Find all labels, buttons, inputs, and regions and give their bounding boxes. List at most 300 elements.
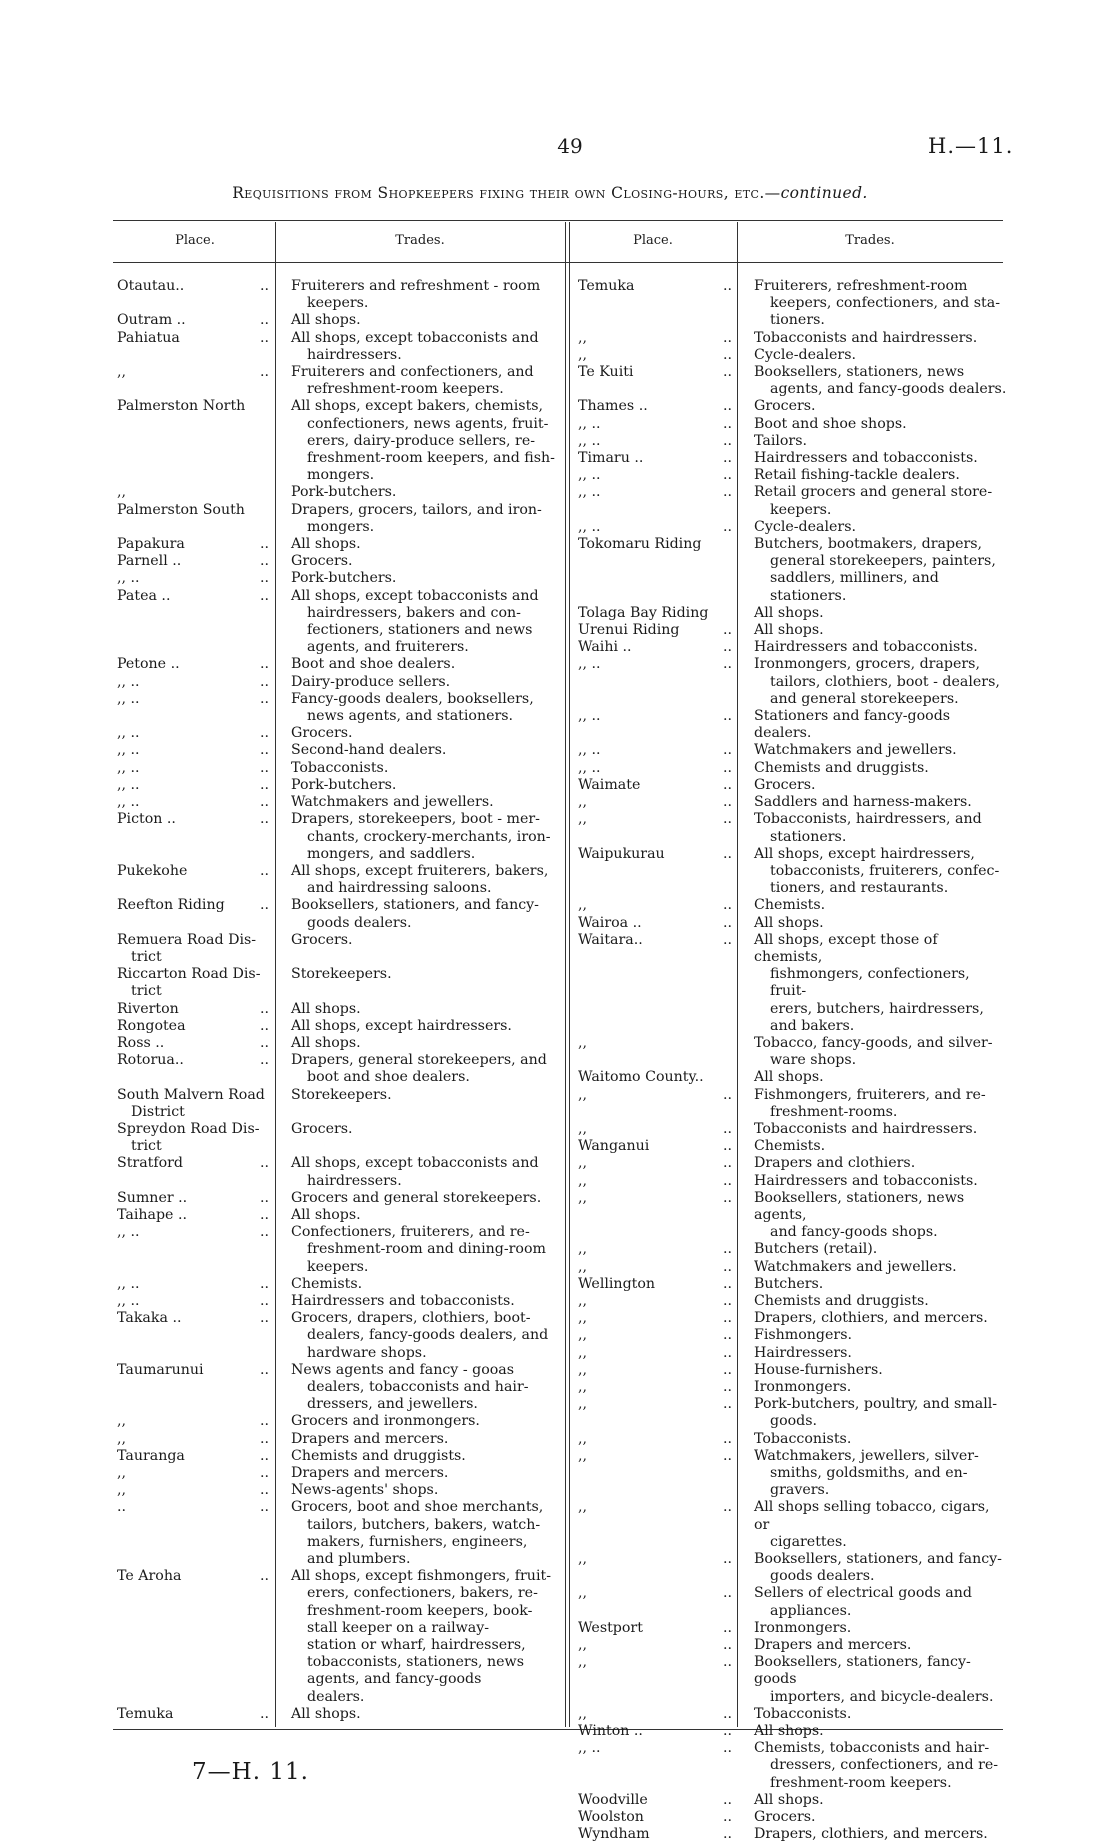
- leader-dots: ..: [722, 1447, 732, 1464]
- leader-dots: ..: [259, 1361, 269, 1378]
- leader-dots: ..: [259, 1275, 269, 1292]
- place-cell: [578, 1723, 738, 1740]
- table-row: [578, 330, 1008, 347]
- trade-line: All shops selling tobacco, cigars, or: [754, 1499, 990, 1533]
- place-name: Tauranga: [117, 1447, 185, 1464]
- place-cell: [117, 966, 275, 1000]
- leader-dots: ..: [259, 811, 269, 828]
- table-row: [117, 1310, 562, 1362]
- table-top-rule: [113, 220, 1003, 221]
- table-row: [578, 1173, 1008, 1190]
- trades-cell: [738, 1035, 1008, 1069]
- trade-line: News agents and fancy - gooas: [291, 1361, 515, 1378]
- trades-cell: [738, 484, 1008, 518]
- place-cell: [578, 742, 738, 759]
- trade-line: erers, butchers, hairdressers,: [770, 1000, 984, 1017]
- table-row: [578, 622, 1008, 639]
- place-name: ,, ..: [117, 1292, 140, 1309]
- leader-dots: ..: [259, 1482, 269, 1499]
- place-name: Urenui Riding: [578, 622, 680, 639]
- place-cell: [117, 777, 275, 794]
- place-name: ,,: [578, 1310, 588, 1327]
- leader-dots: ..: [259, 1568, 269, 1585]
- table-row: [117, 1018, 562, 1035]
- table-row: [117, 725, 562, 742]
- leader-dots: ..: [259, 329, 269, 346]
- signature-mark: 7—H. 11.: [192, 1759, 309, 1785]
- trade-line: Drapers, general storekeepers, and: [291, 1052, 547, 1069]
- trade-line: All shops, except hairdressers.: [291, 1017, 512, 1034]
- trade-line: goods dealers.: [770, 1568, 875, 1585]
- place-cell: [578, 519, 738, 536]
- trades-cell: [738, 519, 1008, 536]
- place-name: Temuka: [578, 278, 635, 294]
- place-name: Sumner ..: [117, 1189, 188, 1206]
- leader-dots: ..: [722, 278, 732, 294]
- leader-dots: ..: [259, 1034, 269, 1051]
- trade-line: [291, 1138, 562, 1155]
- place-cell: [117, 502, 275, 536]
- table-row: [578, 1551, 1008, 1585]
- leader-dots: ..: [722, 1723, 732, 1740]
- table-row: [117, 570, 562, 587]
- trades-cell: [275, 1310, 562, 1362]
- leader-dots: ..: [722, 1637, 732, 1654]
- trade-line: [291, 949, 562, 966]
- trade-line: boot and shoe dealers.: [307, 1069, 470, 1086]
- place-cell: [117, 1018, 275, 1035]
- table-row: [578, 897, 1008, 914]
- trades-cell: [738, 1620, 1008, 1637]
- leader-dots: ..: [722, 432, 732, 449]
- place-cell: [578, 1396, 738, 1430]
- trade-line: Retail fishing-tackle dealers.: [754, 467, 960, 484]
- trade-line: tioners.: [770, 312, 825, 329]
- trade-line: Dairy-produce sellers.: [291, 673, 451, 690]
- leader-dots: ..: [722, 914, 732, 931]
- trade-line: chants, crockery-merchants, iron-: [307, 828, 551, 845]
- table-row: [578, 932, 1008, 1035]
- trade-line: saddlers, milliners, and stationers.: [770, 570, 939, 604]
- place-name: Spreydon Road Dis-: [117, 1120, 260, 1137]
- trades-cell: [738, 1293, 1008, 1310]
- table-row: [117, 794, 562, 811]
- trades-cell: [738, 1396, 1008, 1430]
- place-name: Remuera Road Dis-: [117, 931, 257, 948]
- leader-dots: ..: [722, 1327, 732, 1344]
- trades-cell: [738, 915, 1008, 932]
- table-row: [117, 691, 562, 725]
- place-name: ,,: [578, 1292, 588, 1309]
- leader-dots: ..: [722, 622, 732, 639]
- place-cell: [117, 1087, 275, 1121]
- leader-dots: ..: [722, 1705, 732, 1722]
- leader-dots: ..: [722, 518, 732, 535]
- table-row: [117, 553, 562, 570]
- trade-line: News-agents' shops.: [291, 1482, 439, 1499]
- place-cell: [578, 1362, 738, 1379]
- trade-line: All shops, except bakers, chemists,: [291, 398, 544, 415]
- table-row: [117, 1035, 562, 1052]
- place-cell: [578, 1345, 738, 1362]
- leader-dots: ..: [259, 1000, 269, 1017]
- place-name: ,,: [578, 1120, 588, 1137]
- trade-line: All shops, except tobacconists and: [291, 1155, 539, 1172]
- place-name: Riccarton Road Dis-: [117, 966, 261, 983]
- place-cell: [117, 656, 275, 673]
- trade-line: Grocers, drapers, clothiers, boot-: [291, 1310, 531, 1327]
- place-cell: [117, 1499, 275, 1568]
- trade-line: and plumbers.: [307, 1551, 411, 1568]
- trades-cell: [275, 1035, 562, 1052]
- place-cell: [578, 656, 738, 708]
- trade-line: Tobacconists and hairdressers.: [754, 1120, 978, 1137]
- leader-dots: ..: [259, 312, 269, 329]
- trades-cell: [738, 1121, 1008, 1138]
- trade-line: Fruiterers and confectioners, and: [291, 364, 534, 381]
- place-name: ,,: [578, 1654, 588, 1671]
- leader-dots: ..: [259, 656, 269, 673]
- place-name: ,,: [578, 1637, 588, 1654]
- trade-line: Booksellers, stationers, news: [754, 364, 965, 381]
- leader-dots: ..: [259, 742, 269, 759]
- trades-cell: [738, 1431, 1008, 1448]
- table-row: [117, 1052, 562, 1086]
- table-row: [117, 1087, 562, 1121]
- trade-line: news agents, and stationers.: [307, 708, 514, 725]
- trade-line: All shops.: [291, 1034, 361, 1051]
- column-divider-double: [569, 222, 570, 1727]
- table-row: [578, 1396, 1008, 1430]
- trade-line: Sellers of electrical goods and: [754, 1585, 972, 1602]
- leader-dots: ..: [722, 656, 732, 673]
- trade-line: All shops.: [291, 1705, 361, 1722]
- table-row: [578, 605, 1008, 622]
- place-name: Wairoa ..: [578, 914, 642, 931]
- table-row: [578, 1345, 1008, 1362]
- trade-line: Hairdressers and tobacconists.: [754, 450, 978, 467]
- table-row: [578, 433, 1008, 450]
- leader-dots: ..: [259, 587, 269, 604]
- place-cell: [578, 1035, 738, 1069]
- table-row: [578, 1826, 1008, 1843]
- trades-cell: [738, 656, 1008, 708]
- place-cell: [578, 347, 738, 364]
- leader-dots: ..: [259, 725, 269, 742]
- trades-cell: [275, 811, 562, 863]
- place-name: ,, ..: [578, 484, 601, 501]
- trades-cell: [275, 1482, 562, 1499]
- trades-cell: [275, 364, 562, 398]
- trades-cell: [275, 1052, 562, 1086]
- trades-cell: [275, 656, 562, 673]
- trades-cell: [275, 760, 562, 777]
- place-name: ,,: [117, 1430, 127, 1447]
- trade-line: erers, confectioners, bakers, re-: [307, 1585, 538, 1602]
- place-cell: [117, 1568, 275, 1706]
- trades-cell: [738, 846, 1008, 898]
- place-cell: [578, 915, 738, 932]
- place-name: Reefton Riding: [117, 897, 225, 914]
- place-name: ,,: [578, 811, 588, 828]
- leader-dots: ..: [259, 553, 269, 570]
- place-cell: [117, 1035, 275, 1052]
- trades-cell: [738, 1345, 1008, 1362]
- place-name: ,, ..: [578, 759, 601, 776]
- leader-dots: ..: [259, 1499, 269, 1516]
- place-name: ,, ..: [117, 673, 140, 690]
- trade-line: Drapers, clothiers, and mercers.: [754, 1310, 988, 1327]
- header-trades-right: Trades.: [845, 233, 895, 248]
- leader-dots: ..: [722, 931, 732, 948]
- leader-dots: ..: [259, 1430, 269, 1447]
- trade-line: Grocers.: [754, 1809, 816, 1826]
- trade-line: Grocers.: [754, 776, 816, 793]
- trade-line: Pork-butchers.: [291, 776, 397, 793]
- trade-line: Watchmakers and jewellers.: [291, 794, 494, 811]
- table-row: [578, 1276, 1008, 1293]
- place-cell: [117, 484, 275, 501]
- place-name: ,,: [117, 1465, 127, 1482]
- table-row: [578, 1190, 1008, 1242]
- header-trades-left: Trades.: [395, 233, 445, 248]
- trade-line: and fancy-goods shops.: [770, 1224, 938, 1241]
- leader-dots: ..: [722, 1585, 732, 1602]
- place-name: ,,: [578, 1086, 588, 1103]
- trade-line: All shops, except those of chemists,: [754, 931, 938, 965]
- trade-line: agents, and fruiterers.: [307, 639, 469, 656]
- trades-cell: [738, 1585, 1008, 1619]
- trade-line: Pork-butchers, poultry, and small-: [754, 1396, 998, 1413]
- table-row: [117, 1362, 562, 1414]
- trades-cell: [275, 725, 562, 742]
- place-cell: [578, 1241, 738, 1258]
- leader-dots: ..: [722, 1172, 732, 1189]
- place-cell: [578, 1448, 738, 1500]
- trades-cell: [275, 1207, 562, 1224]
- trades-cell: [275, 570, 562, 587]
- place-cell: [117, 1293, 275, 1310]
- table-row: [117, 811, 562, 863]
- trade-line: Cycle-dealers.: [754, 518, 856, 535]
- place-cell: [117, 278, 275, 312]
- place-cell: [117, 1448, 275, 1465]
- trade-line: keepers, confectioners, and sta-: [770, 295, 1000, 312]
- trades-cell: [738, 742, 1008, 759]
- place-cell: [578, 450, 738, 467]
- trade-line: Chemists and druggists.: [754, 759, 929, 776]
- place-cell: [117, 725, 275, 742]
- leader-dots: ..: [722, 1826, 732, 1843]
- trades-cell: [275, 1276, 562, 1293]
- trade-line: stall keeper on a railway-: [307, 1619, 490, 1636]
- place-name-continued: trict: [131, 983, 162, 1000]
- trades-cell: [275, 1413, 562, 1430]
- place-name: Otautau..: [117, 278, 185, 294]
- table-row: [578, 1706, 1008, 1723]
- place-name: Waitomo County..: [578, 1069, 704, 1086]
- place-cell: [578, 639, 738, 656]
- place-name: ,,: [117, 364, 127, 381]
- table-row: [578, 1327, 1008, 1344]
- table-row: [578, 1585, 1008, 1619]
- trades-cell: [275, 1293, 562, 1310]
- table-row: [578, 1499, 1008, 1551]
- table-row: [578, 639, 1008, 656]
- trades-cell: [738, 536, 1008, 605]
- trades-cell: [275, 794, 562, 811]
- trades-cell: [275, 502, 562, 536]
- trades-cell: [738, 347, 1008, 364]
- trades-cell: [275, 691, 562, 725]
- leader-dots: ..: [722, 845, 732, 862]
- trade-line: goods.: [770, 1413, 818, 1430]
- place-name: Waimate: [578, 776, 641, 793]
- trade-line: All shops, except fishmongers, fruit-: [291, 1568, 551, 1585]
- trade-line: Hairdressers and tobacconists.: [754, 1172, 978, 1189]
- trade-line: Booksellers, stationers, fancy-goods: [754, 1654, 971, 1688]
- place-cell: [117, 1431, 275, 1448]
- place-cell: [117, 1362, 275, 1414]
- trade-line: House-furnishers.: [754, 1361, 883, 1378]
- trade-line: Fruiterers and refreshment - room: [291, 278, 541, 294]
- place-cell: [578, 846, 738, 898]
- trade-line: Second-hand dealers.: [291, 742, 447, 759]
- place-cell: [578, 1706, 738, 1723]
- trade-line: dealers, fancy-goods dealers, and: [307, 1327, 549, 1344]
- leader-dots: ..: [722, 450, 732, 467]
- trade-line: Butchers (retail).: [754, 1241, 878, 1258]
- leader-dots: ..: [722, 1155, 732, 1172]
- place-cell: [578, 484, 738, 518]
- table-row: [578, 1620, 1008, 1637]
- place-name: Tolaga Bay Riding: [578, 604, 709, 621]
- table-row: [117, 588, 562, 657]
- place-cell: [117, 1706, 275, 1723]
- trades-cell: [738, 1723, 1008, 1740]
- place-cell: [117, 811, 275, 863]
- table-row: [578, 1087, 1008, 1121]
- table-row: [117, 1155, 562, 1189]
- trades-cell: [738, 1499, 1008, 1551]
- place-cell: [578, 1620, 738, 1637]
- place-name: ,,: [578, 1551, 588, 1568]
- place-cell: [117, 536, 275, 553]
- trade-line: Tobacconists and hairdressers.: [754, 329, 978, 346]
- trade-line: Grocers and ironmongers.: [291, 1413, 480, 1430]
- place-cell: [117, 1276, 275, 1293]
- trade-line: appliances.: [770, 1602, 852, 1619]
- trades-cell: [275, 777, 562, 794]
- trade-line: confectioners, news agents, fruit-: [307, 415, 549, 432]
- place-cell: [117, 312, 275, 329]
- trades-cell: [738, 1087, 1008, 1121]
- trade-line: dressers, and jewellers.: [307, 1396, 478, 1413]
- place-name: Woodville: [578, 1791, 648, 1808]
- leader-dots: ..: [259, 1155, 269, 1172]
- trade-line: mongers.: [307, 518, 375, 535]
- place-name: Winton ..: [578, 1723, 643, 1740]
- place-cell: [578, 708, 738, 742]
- place-cell: [117, 691, 275, 725]
- leader-dots: ..: [722, 1361, 732, 1378]
- trade-line: mongers, and saddlers.: [307, 845, 476, 862]
- trades-cell: [275, 1706, 562, 1723]
- place-name: ,, ..: [117, 759, 140, 776]
- place-name-continued: trict: [131, 1138, 162, 1155]
- trade-line: erers, dairy-produce sellers, re-: [307, 432, 536, 449]
- place-cell: [117, 1482, 275, 1499]
- trade-line: Chemists.: [754, 897, 826, 914]
- place-cell: [578, 1276, 738, 1293]
- leader-dots: ..: [722, 1791, 732, 1808]
- place-cell: [578, 605, 738, 622]
- left-table-body: [117, 278, 562, 1723]
- trades-cell: [738, 1654, 1008, 1706]
- place-name: ,, ..: [578, 432, 601, 449]
- table-row: [117, 863, 562, 897]
- trade-line: tobacconists, fruiterers, confec-: [770, 862, 1000, 879]
- place-cell: [578, 1310, 738, 1327]
- trades-cell: [738, 1809, 1008, 1826]
- trade-line: freshment-room keepers.: [770, 1774, 952, 1791]
- place-cell: [117, 1155, 275, 1189]
- place-name: ,,: [578, 1241, 588, 1258]
- trades-cell: [275, 484, 562, 501]
- place-cell: [578, 1637, 738, 1654]
- trade-line: gravers.: [770, 1482, 830, 1499]
- place-cell: [117, 932, 275, 966]
- place-cell: [117, 1001, 275, 1018]
- trade-line: Grocers and general storekeepers.: [291, 1189, 542, 1206]
- leader-dots: ..: [259, 776, 269, 793]
- trade-line: and hairdressing saloons.: [307, 880, 492, 897]
- place-name: Patea ..: [117, 587, 171, 604]
- trade-line: tailors, butchers, bakers, watch-: [307, 1516, 541, 1533]
- place-name: ,, ..: [117, 1275, 140, 1292]
- table-row: [578, 1310, 1008, 1327]
- leader-dots: ..: [259, 1224, 269, 1241]
- place-name: Rongotea: [117, 1017, 186, 1034]
- place-cell: [578, 811, 738, 845]
- table-row: [578, 1740, 1008, 1792]
- place-cell: [578, 794, 738, 811]
- place-name: ,, ..: [117, 742, 140, 759]
- place-cell: [578, 536, 738, 605]
- trades-cell: [738, 932, 1008, 1035]
- table-row: [117, 1001, 562, 1018]
- leader-dots: ..: [722, 467, 732, 484]
- place-name: Taumarunui: [117, 1361, 204, 1378]
- table-row: [578, 794, 1008, 811]
- leader-dots: ..: [722, 708, 732, 725]
- trade-line: Tobacconists.: [754, 1430, 852, 1447]
- table-row: [578, 484, 1008, 518]
- place-name: Ross ..: [117, 1034, 165, 1051]
- column-divider-double: [565, 222, 566, 1727]
- leader-dots: ..: [259, 759, 269, 776]
- leader-dots: ..: [722, 897, 732, 914]
- trade-line: tioners, and restaurants.: [770, 880, 949, 897]
- table-row: [578, 742, 1008, 759]
- trade-line: Watchmakers and jewellers.: [754, 742, 957, 759]
- leader-dots: ..: [722, 1241, 732, 1258]
- place-name: ,, ..: [117, 690, 140, 707]
- table-row: [117, 536, 562, 553]
- leader-dots: ..: [722, 759, 732, 776]
- place-name: ,, ..: [578, 656, 601, 673]
- leader-dots: ..: [722, 1086, 732, 1103]
